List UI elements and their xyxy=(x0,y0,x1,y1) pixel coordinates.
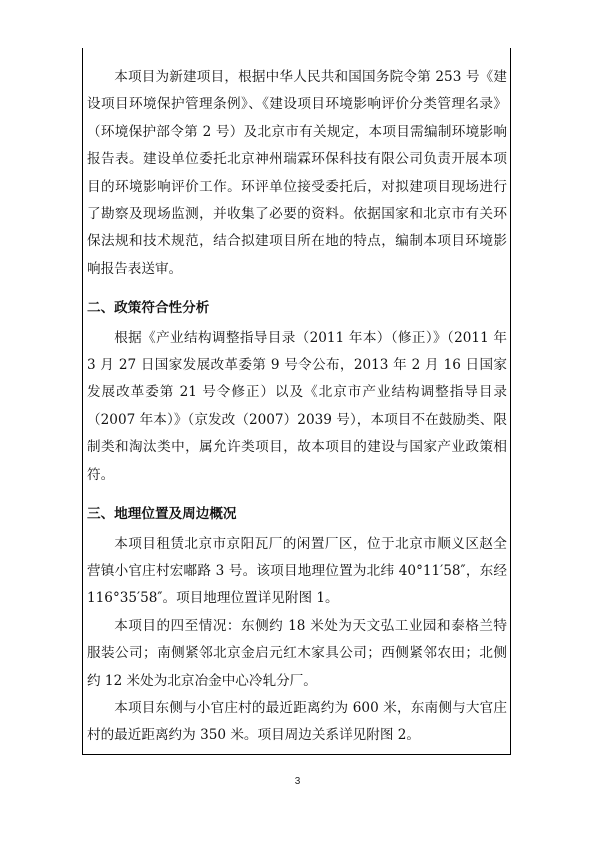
location-paragraph-3: 本项目东侧与小官庄村的最近距离约为 600 米，东南侧与大官庄村的最近距离约为 350 米。项目周边关系详见附图 2。 xyxy=(87,699,507,744)
location-paragraph-2: 本项目的四至情况：东侧约 18 米处为天文弘工业园和泰格兰特服装公司；南侧紧邻北京金启元红木家具公司；西侧紧邻农田；北侧约 12 米处为北京冶金中心冷轧分厂。 xyxy=(87,617,507,689)
document-body xyxy=(87,64,507,750)
policy-paragraph: 根据《产业结构调整指导目录（2011 年本）（修正）》（2011 年 3 月 27 日国家发展改革委第 9 号令公布，2013 年 2 月 16 日国家发展改革委第 21 号令修正）以及《北京市产业结构调整指导目录（2007 年本）》（京发改（2007）2039 号），本项目不在鼓励类、限制类和淘汰类中，属允许类项目，故本项目的建设与国家产业政策相符。 xyxy=(87,329,507,483)
page-number: 3 xyxy=(294,776,301,787)
section-heading-location: 三、地理位置及周边概况 xyxy=(87,506,237,523)
location-paragraph-1: 本项目租赁北京市京阳瓦厂的闲置厂区，位于北京市顺义区赵全营镇小官庄村宏嘟路 3 号。该项目地理位置为北纬 40°11′58″，东经 116°35′58″。项目地理位置详见附图 1。 xyxy=(87,535,507,607)
section-heading-policy: 二、政策符合性分析 xyxy=(87,300,210,317)
intro-paragraph: 本项目为新建项目，根据中华人民共和国国务院令第 253 号《建设项目环境保护管理条例》、《建设项目环境影响评价分类管理名录》（环境保护部令第 2 号）及北京市有关规定，本项目需编制环境影响报告表。建设单位委托北京神州瑞霖环保科技有限公司负责开展本项目的环境影响评价工作。环评单位接受委托后，对拟建项目现场进行了勘察及现场监测，并收集了必要的资料。依据国家和北京市有关环保法规和技术规范，结合拟建项目所在地的特点，编制本项目环境影响报告表送审。 xyxy=(87,69,507,277)
